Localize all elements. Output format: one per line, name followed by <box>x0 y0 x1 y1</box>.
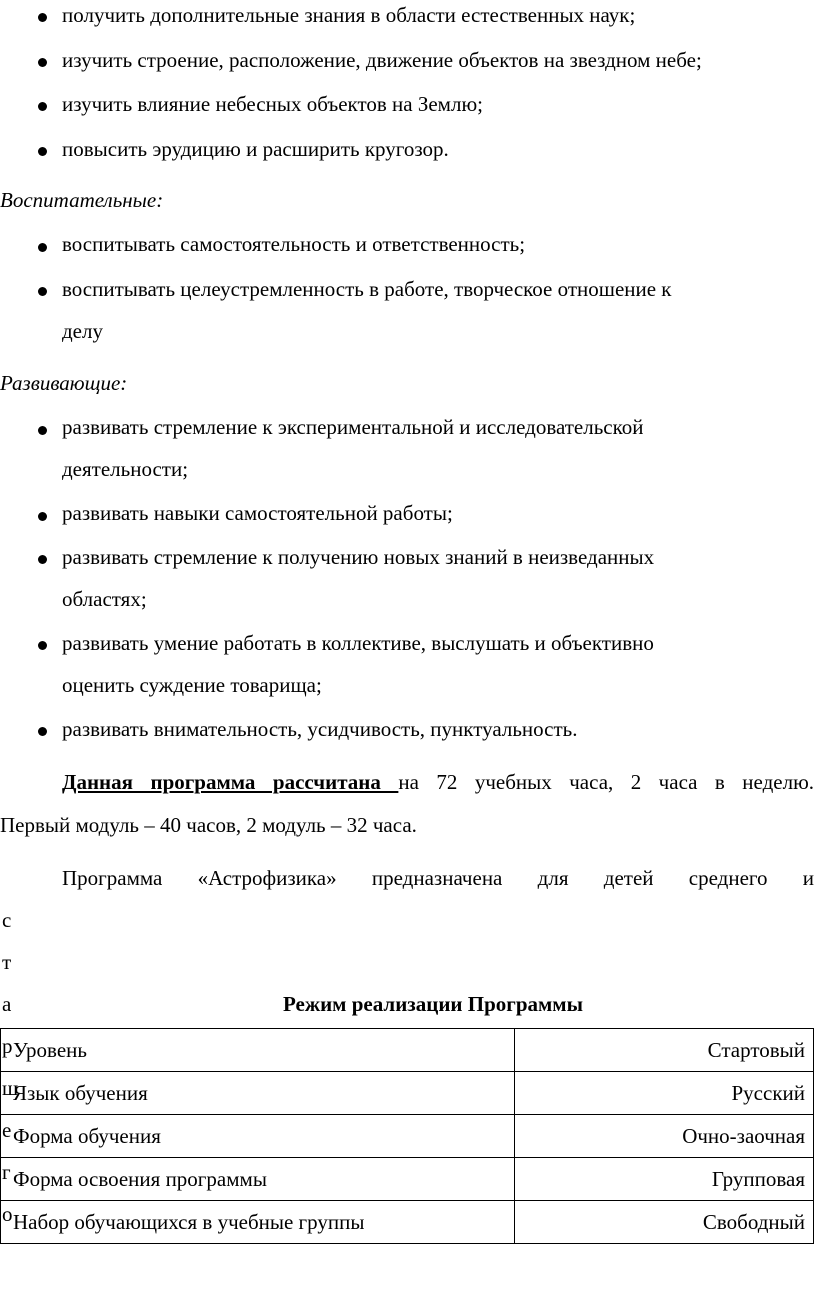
row-label: Форма обучения <box>1 1115 515 1158</box>
row-value: Групповая <box>514 1158 813 1201</box>
vertical-letter: с <box>2 908 12 932</box>
row-value: Русский <box>514 1072 813 1115</box>
developing-item-cont: оценить суждение товарища; <box>62 673 322 697</box>
bullet-icon <box>38 287 47 296</box>
row-label: Форма освоения программы <box>1 1158 515 1201</box>
target-para-line1: Программа «Астрофизика» предназначена для детей среднего и <box>62 866 814 890</box>
educational-item: воспитывать самостоятельность и ответственность; <box>62 232 526 256</box>
mode-title: Режим реализации Программы <box>282 992 584 1016</box>
developing-item: развивать внимательность, усидчивость, пунктуальность. <box>62 717 578 741</box>
program-para-line1 <box>62 770 814 795</box>
row-value: Очно-заочная <box>514 1115 813 1158</box>
bullet-icon <box>38 102 47 111</box>
program-para-line2: Первый модуль – 40 часов, 2 модуль – 32 часа. <box>0 813 417 837</box>
educational-item: воспитывать целеустремленность в работе, творческое отношение к <box>62 277 672 301</box>
row-label: Набор обучающихся в учебные группы <box>1 1201 515 1244</box>
vertical-letter: о <box>2 1202 13 1226</box>
bullet-icon <box>38 641 47 650</box>
developing-item-cont: областях; <box>62 587 147 611</box>
developing-item: развивать навыки самостоятельной работы; <box>62 501 453 525</box>
bullet-icon <box>38 147 47 156</box>
vertical-letter: ш <box>2 1076 19 1100</box>
developing-item: развивать умение работать в коллективе, выслушать и объективно <box>62 631 654 655</box>
row-label: Уровень <box>1 1029 515 1072</box>
developing-item: развивать стремление к получению новых знаний в неизведанных <box>62 545 655 569</box>
mode-table <box>0 1028 814 1244</box>
bullet-icon <box>38 13 47 22</box>
goal-item: изучить влияние небесных объектов на Землю; <box>62 92 483 116</box>
table-row <box>1 1201 814 1244</box>
table-row <box>1 1158 814 1201</box>
table-row <box>1 1072 814 1115</box>
table-row <box>1 1115 814 1158</box>
bullet-icon <box>38 243 47 252</box>
goal-item: изучить строение, расположение, движение объектов на звездном небе; <box>62 48 702 72</box>
developing-item-cont: деятельности; <box>62 457 189 481</box>
developing-item: развивать стремление к экспериментальной и исследовательской <box>62 415 644 439</box>
bullet-icon <box>38 426 47 435</box>
bullet-icon <box>38 58 47 67</box>
row-label: Язык обучения <box>1 1072 515 1115</box>
vertical-letter: а <box>2 992 12 1016</box>
bullet-icon <box>38 512 47 521</box>
heading-developing: Развивающие: <box>0 371 128 395</box>
bullet-icon <box>38 555 47 564</box>
goal-item: получить дополнительные знания в области естественных наук; <box>62 3 636 27</box>
educational-item-cont: делу <box>62 319 103 343</box>
vertical-letter: т <box>2 950 12 974</box>
program-bold-lead: Данная программа рассчитана <box>62 770 399 794</box>
vertical-letter: е <box>2 1118 12 1142</box>
vertical-letter: р <box>2 1034 13 1058</box>
row-value: Свободный <box>514 1201 813 1244</box>
goal-item: повысить эрудицию и расширить кругозор. <box>62 137 449 161</box>
program-rest: на 72 учебных часа, 2 часа в неделю. <box>398 770 815 794</box>
bullet-icon <box>38 727 47 736</box>
table-row <box>1 1029 814 1072</box>
heading-educational: Воспитательные: <box>0 188 164 212</box>
vertical-letter: г <box>2 1160 11 1184</box>
row-value: Стартовый <box>514 1029 813 1072</box>
